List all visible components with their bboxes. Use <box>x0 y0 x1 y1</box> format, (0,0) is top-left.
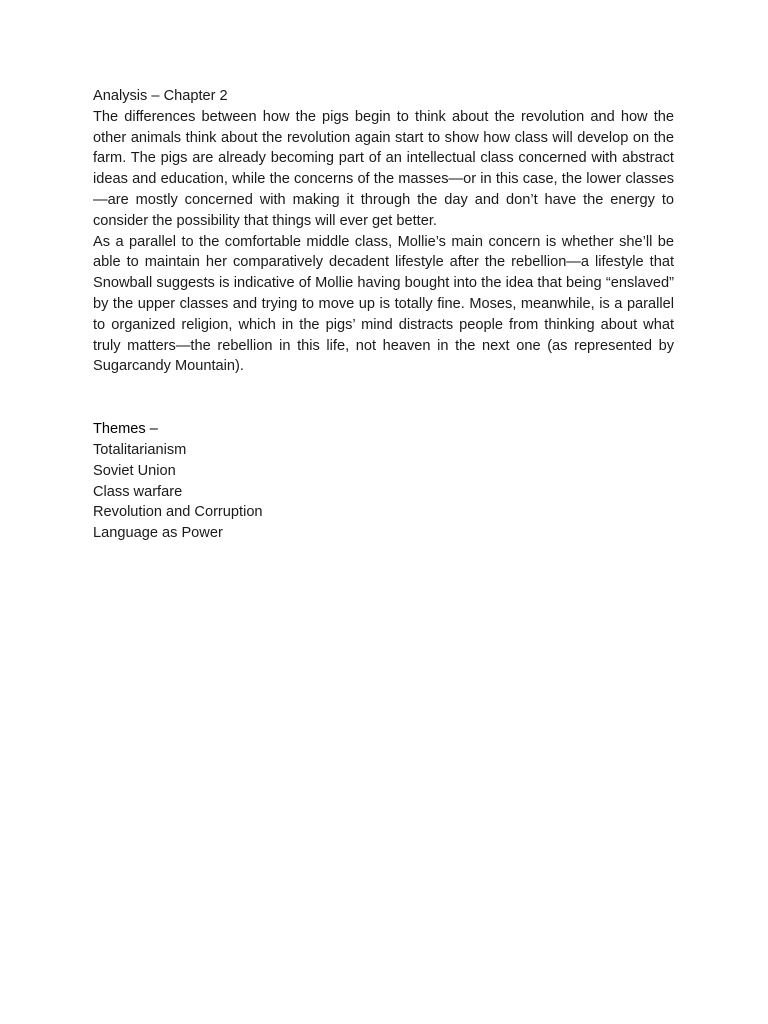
analysis-paragraph-1: The differences between how the pigs begin to think about the revolution and how the other animals think about the revolution again start to show how class will develop on the farm. The pigs are already becoming part of an intellectual class concerned with abstract ideas and education, while the concerns of the masses—or in this case, the lower classes—are mostly concerned with making it through the day and don’t have the energy to consider the possibility that things will ever get better. <box>93 108 674 229</box>
list-item: Totalitarianism <box>93 441 187 458</box>
themes-title: Themes – <box>93 421 158 438</box>
list-item: Soviet Union <box>93 462 176 479</box>
themes-list <box>93 440 674 544</box>
list-item: Revolution and Corruption <box>93 504 263 521</box>
themes-section <box>93 419 674 544</box>
section-heading: Analysis – Chapter 2 <box>93 88 228 104</box>
analysis-paragraph-2: As a parallel to the comfortable middle class, Mollie’s main concern is whether she’ll be able to maintain her comparatively decadent lifestyle after the rebellion—a lifestyle that Snowball suggests is indicative of Mollie having bought into the idea that being “enslaved” by the upper classes and trying to move up is totally fine. Moses, meanwhile, is a parallel to organized religion, which in the pigs’ mind distracts people from thinking about what truly matters—the rebellion in this life, not heaven in the next one (as represented by Sugarcandy Mountain). <box>93 233 674 375</box>
list-item: Class warfare <box>93 483 183 500</box>
document-page <box>93 86 674 544</box>
list-item: Language as Power <box>93 525 223 542</box>
